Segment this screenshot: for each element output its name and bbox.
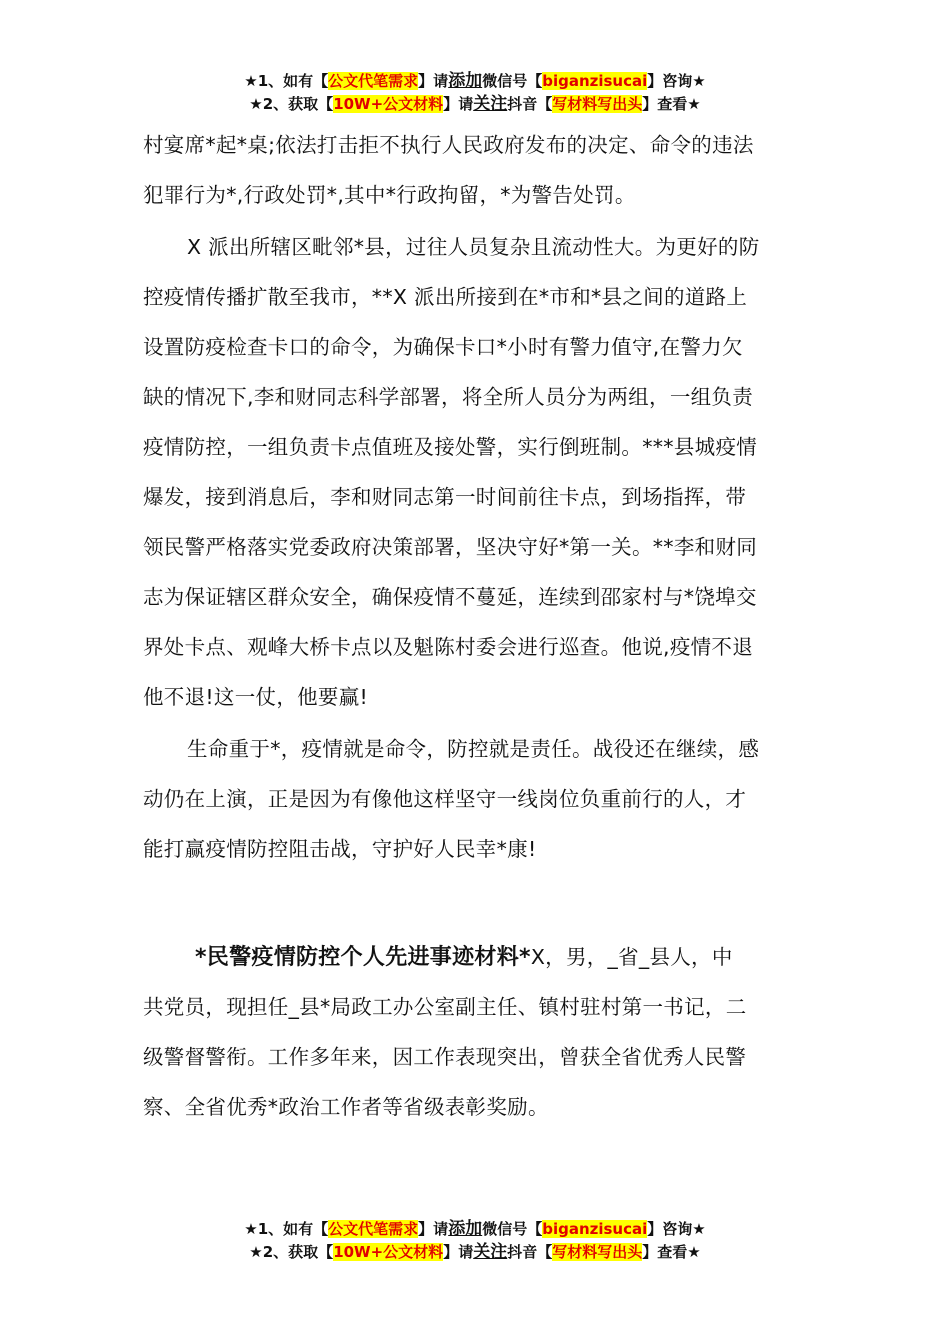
banner-text: 】查看★ <box>642 1243 701 1261</box>
bottom-banner <box>0 1218 950 1264</box>
text-line: 他不退!这一仗，他要赢! <box>143 685 369 709</box>
banner-line-1 <box>0 1218 950 1241</box>
banner-underline: 添加 <box>448 1219 483 1239</box>
text-line: 级警督警衔。工作多年来，因工作表现突出，曾获全省优秀人民警 <box>143 1045 747 1069</box>
banner-text: 抖音【 <box>507 1243 553 1261</box>
text-line: 爆发，接到消息后，李和财同志第一时间前往卡点，到场指挥，带 <box>143 485 747 509</box>
banner-underline: 添加 <box>448 71 483 91</box>
paragraph-1 <box>143 120 807 220</box>
banner-highlight: 10W+公文材料 <box>333 95 444 113</box>
banner-douyin-id: 写材料写出头 <box>552 95 643 113</box>
text-line: 共党员，现担任_县*局政工办公室副主任、镇村驻村第一书记，二 <box>143 995 747 1019</box>
banner-text: 】请 <box>418 72 449 90</box>
text-line: 犯罪行为*,行政处罚*,其中*行政拘留，*为警告处罚。 <box>143 183 636 207</box>
text-line: X 派出所辖区毗邻*县，过往人员复杂且流动性大。为更好的防 <box>187 235 760 259</box>
banner-text: 微信号【 <box>482 1220 543 1238</box>
text-line: 界处卡点、观峰大桥卡点以及魁陈村委会进行巡查。他说,疫情不退 <box>143 635 754 659</box>
banner-wechat-id: biganzisucai <box>542 1220 648 1238</box>
paragraph-2 <box>143 222 807 722</box>
banner-text: ★2、获取【 <box>249 1243 334 1261</box>
text-line: X，男，_省_县人，中 <box>530 945 733 969</box>
banner-line-1 <box>0 70 950 93</box>
top-banner <box>0 70 950 116</box>
banner-underline: 关注 <box>473 1242 508 1262</box>
banner-line-2 <box>0 93 950 116</box>
text-line: 领民警严格落实党委政府决策部署，坚决守好*第一关。**李和财同 <box>143 535 758 559</box>
banner-line-2 <box>0 1241 950 1264</box>
banner-text: 】请 <box>443 1243 474 1261</box>
banner-underline: 关注 <box>473 94 508 114</box>
text-line: 控疫情传播扩散至我市，**X 派出所接到在*市和*县之间的道路上 <box>143 285 748 309</box>
banner-text: 】请 <box>443 95 474 113</box>
section-heading: *民警疫情防控个人先进事迹材料* <box>195 945 531 970</box>
banner-text: 】咨询★ <box>647 72 706 90</box>
text-line: 村宴席*起*桌;依法打击拒不执行人民政府发布的决定、命令的违法 <box>143 133 754 157</box>
text-line: 生命重于*，疫情就是命令，防控就是责任。战役还在继续，感 <box>187 737 760 761</box>
banner-douyin-id: 写材料写出头 <box>552 1243 643 1261</box>
banner-highlight: 公文代笔需求 <box>328 72 419 90</box>
banner-text: ★1、如有【 <box>244 1220 329 1238</box>
banner-text: 微信号【 <box>482 72 543 90</box>
banner-highlight: 10W+公文材料 <box>333 1243 444 1261</box>
text-line: 动仍在上演，正是因为有像他这样坚守一线岗位负重前行的人，才 <box>143 787 747 811</box>
banner-text: 】咨询★ <box>647 1220 706 1238</box>
paragraph-4 <box>143 932 807 1132</box>
text-line: 察、全省优秀*政治工作者等省级表彰奖励。 <box>143 1095 549 1119</box>
paragraph-3 <box>143 724 807 874</box>
banner-highlight: 公文代笔需求 <box>328 1220 419 1238</box>
text-line: 志为保证辖区群众安全，确保疫情不蔓延，连续到邵家村与*饶埠交 <box>143 585 757 609</box>
text-line: 缺的情况下,李和财同志科学部署，将全所人员分为两组，一组负责 <box>143 385 754 409</box>
text-line: 能打赢疫情防控阻击战，守护好人民幸*康! <box>143 837 537 861</box>
banner-text: ★1、如有【 <box>244 72 329 90</box>
heading-line <box>143 932 807 982</box>
text-line: 疫情防控，一组负责卡点值班及接处警，实行倒班制。***县城疫情 <box>143 435 758 459</box>
banner-text: 】查看★ <box>642 95 701 113</box>
text-line: 设置防疫检查卡口的命令，为确保卡口*小时有警力值守,在警力欠 <box>143 335 743 359</box>
banner-wechat-id: biganzisucai <box>542 72 648 90</box>
banner-text: 】请 <box>418 1220 449 1238</box>
banner-text: ★2、获取【 <box>249 95 334 113</box>
banner-text: 抖音【 <box>507 95 553 113</box>
